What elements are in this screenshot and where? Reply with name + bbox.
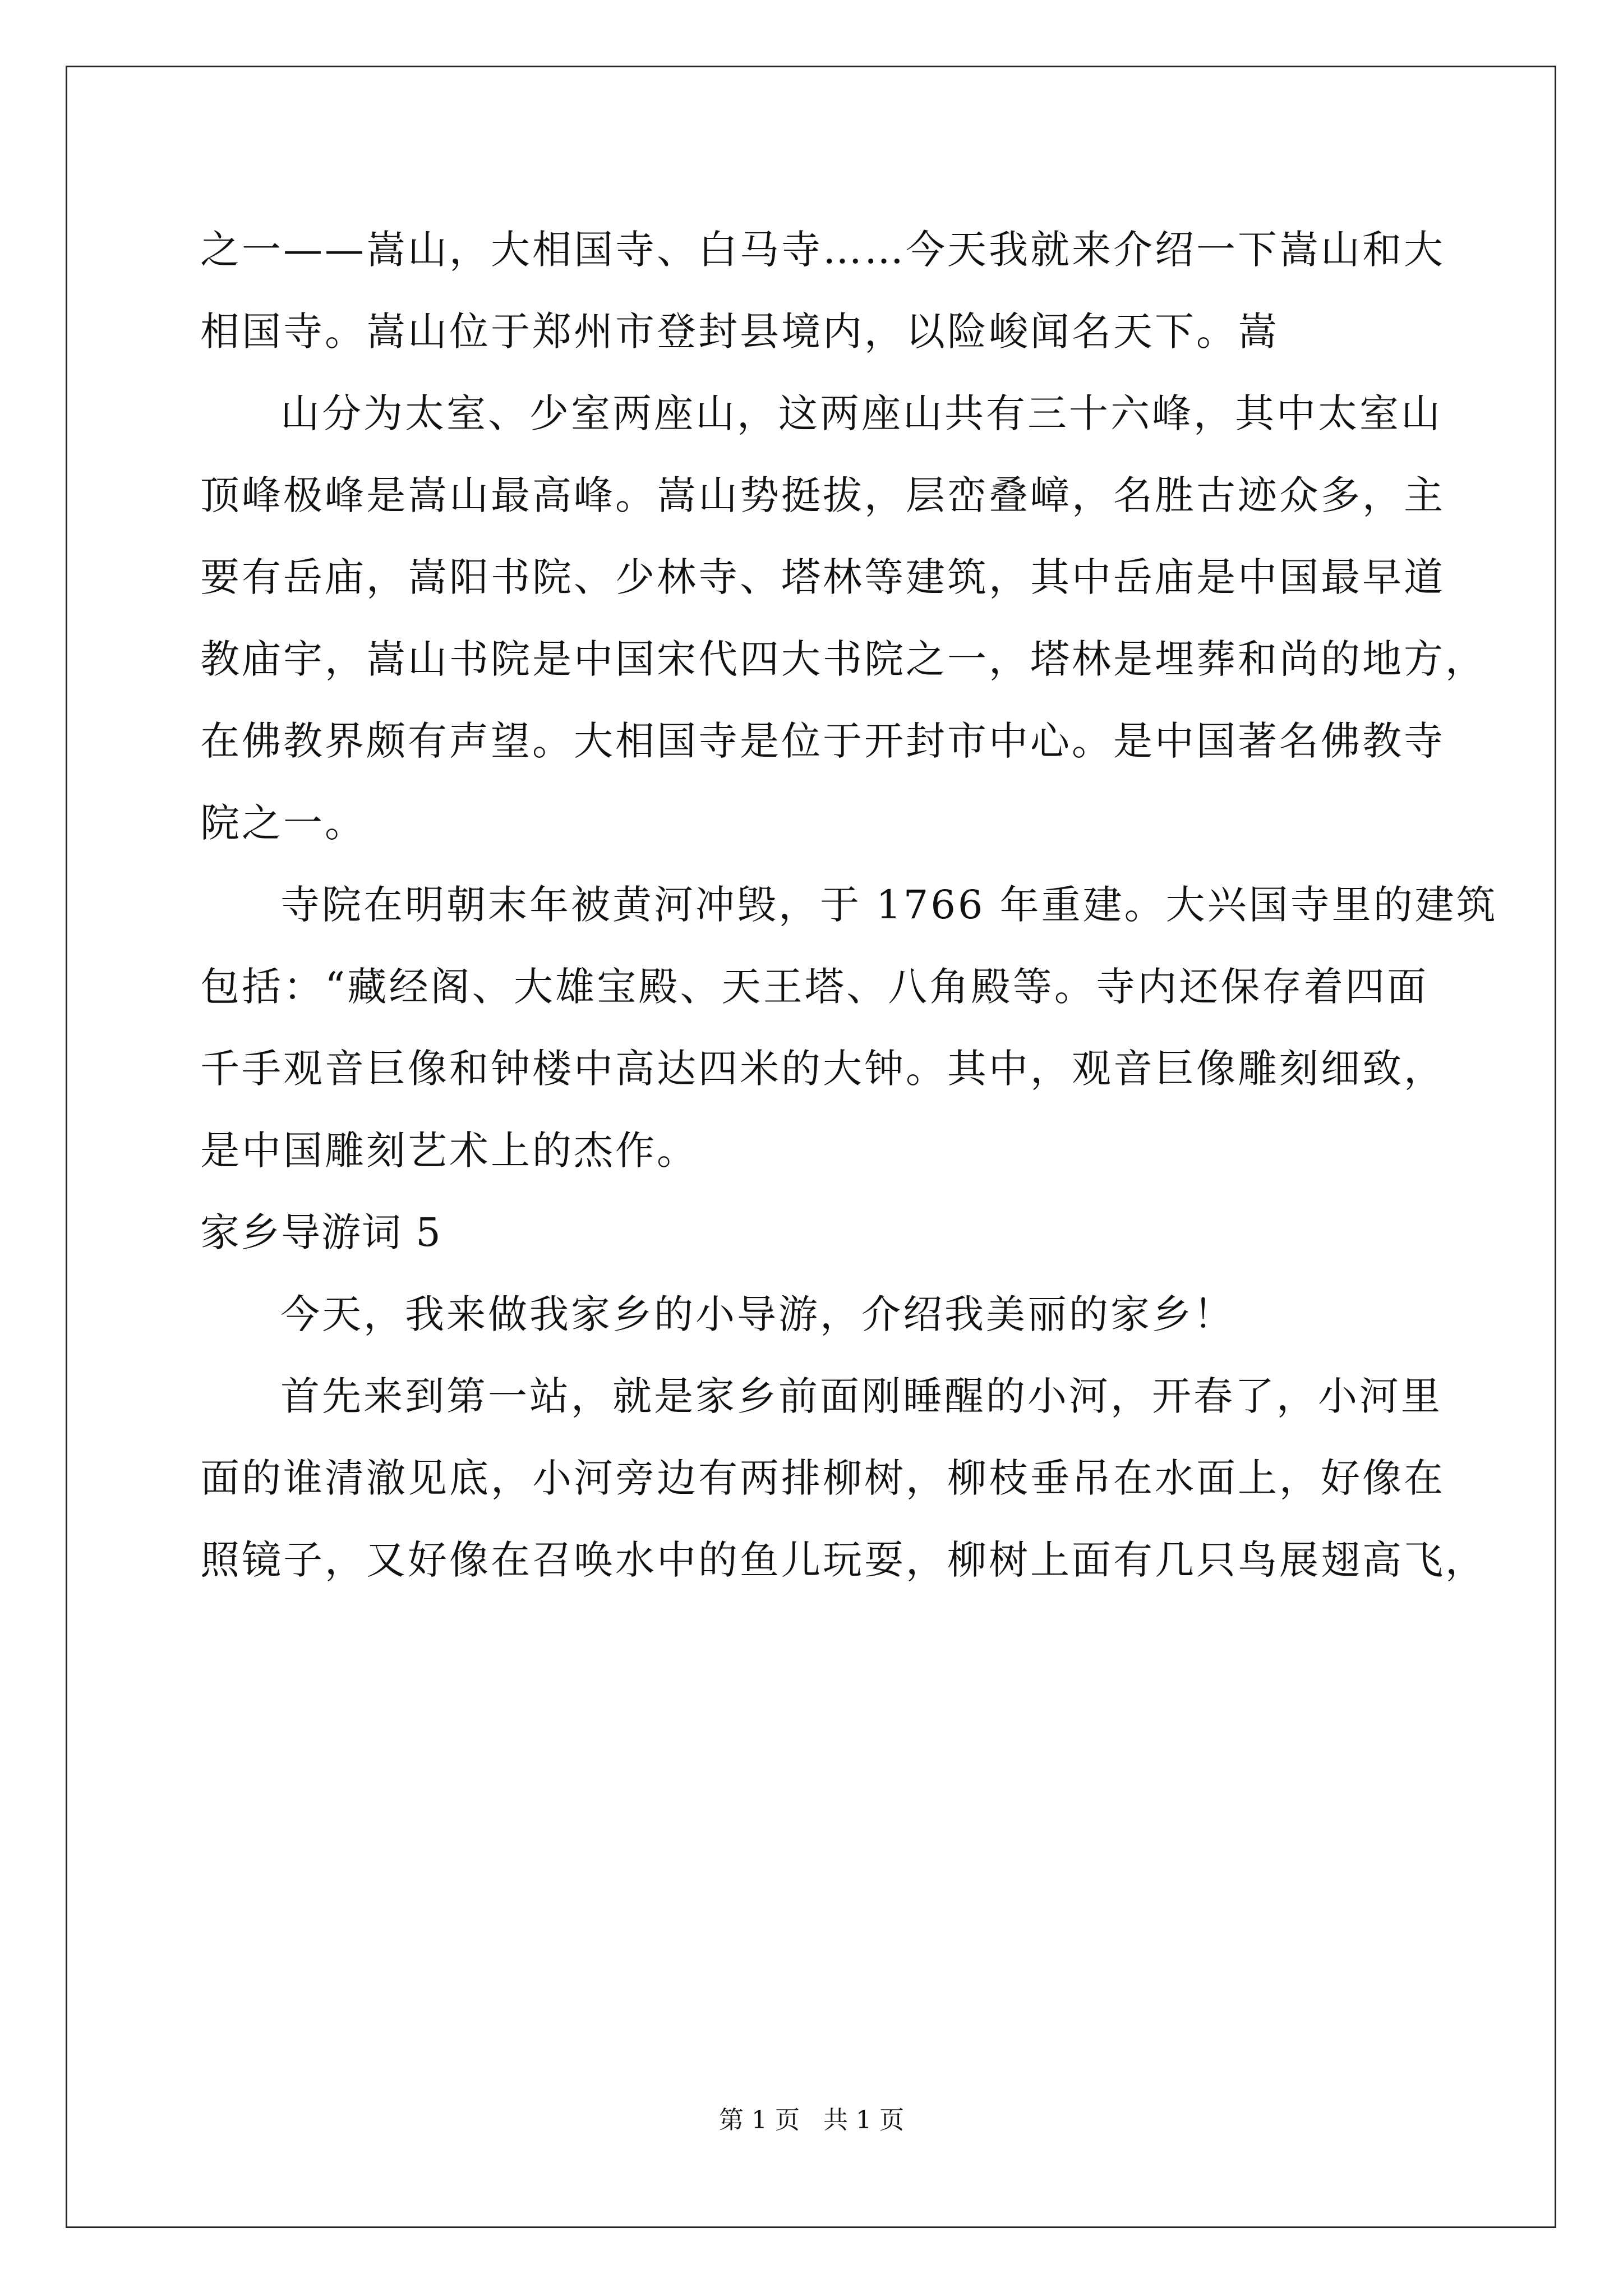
text-line: 之一——嵩山，大相国寺、白马寺……今天我就来介绍一下嵩山和大 <box>200 227 1445 273</box>
text-line: 在佛教界颇有声望。大相国寺是位于开封市中心。是中国著名佛教寺 <box>200 718 1445 764</box>
text-line: 照镜子，又好像在召唤水中的鱼儿玩耍，柳树上面有几只鸟展翅高飞， <box>200 1537 1487 1583</box>
text-line: 教庙宇，嵩山书院是中国宋代四大书院之一，塔林是埋葬和尚的地方， <box>200 636 1487 682</box>
text-line: 山分为太室、少室两座山，这两座山共有三十六峰，其中太室山 <box>280 390 1442 436</box>
page-footer <box>0 2104 1623 2137</box>
text-line: 面的谁清澈见底，小河旁边有两排柳树，柳枝垂吊在水面上，好像在 <box>200 1455 1445 1501</box>
page-total: 共 1 页 <box>823 2106 904 2134</box>
text-line: 包括：“藏经阁、大雄宝殿、天王塔、八角殿等。寺内还保存着四面 <box>200 964 1428 1010</box>
text-line: 要有岳庙，嵩阳书院、少林寺、塔林等建筑，其中岳庙是中国最早道 <box>200 554 1445 600</box>
section-heading: 家乡导游词 5 <box>200 1209 442 1255</box>
text-line: 是中国雕刻艺术上的杰作。 <box>200 1128 698 1174</box>
text-line: 千手观音巨像和钟楼中高达四米的大钟。其中，观音巨像雕刻细致， <box>200 1046 1445 1092</box>
text-line: 院之一。 <box>200 800 366 846</box>
text-line: 顶峰极峰是嵩山最高峰。嵩山势挺拔，层峦叠嶂，名胜古迹众多，主 <box>200 472 1445 518</box>
text-line: 首先来到第一站，就是家乡前面刚睡醒的小河，开春了，小河里 <box>280 1373 1442 1419</box>
text-line: 相国寺。嵩山位于郑州市登封县境内，以险峻闻名天下。嵩 <box>200 309 1279 355</box>
text-line: 今天，我来做我家乡的小导游，介绍我美丽的家乡！ <box>280 1291 1235 1337</box>
document-body <box>200 222 1498 1614</box>
text-line: 寺院在明朝末年被黄河冲毁，于 1766 年重建。大兴国寺里的建筑 <box>280 882 1498 928</box>
page-number: 第 1 页 <box>719 2106 800 2134</box>
